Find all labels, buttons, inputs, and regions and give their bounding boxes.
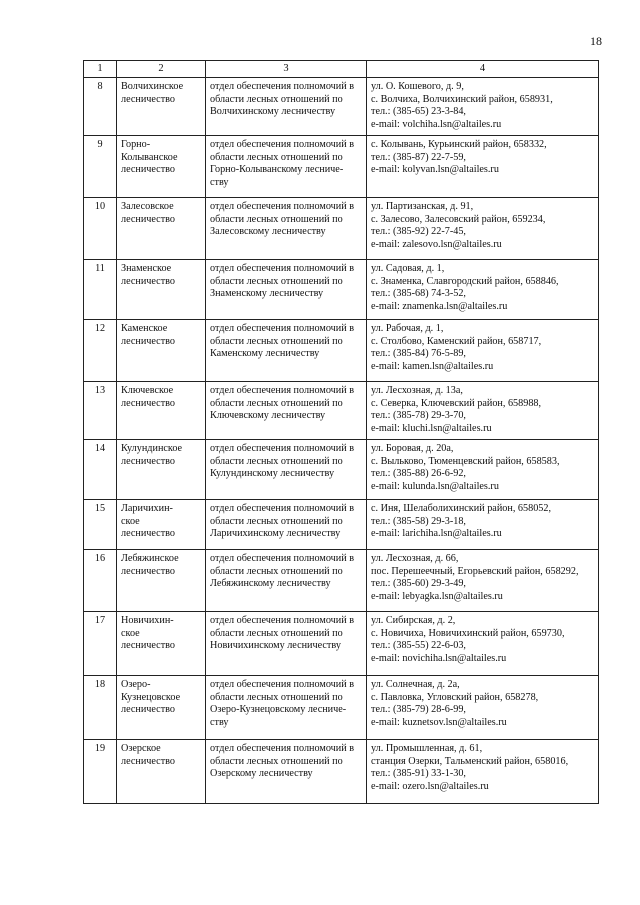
table-row xyxy=(84,612,599,676)
header-cell-address: 4 xyxy=(367,61,599,78)
address-cell: ул. Партизанская, д. 91, с. Залесово, Залесовский район, 659234, тел.: (385-92) 22-7-45, e-mail: zalesovo.lsn@altailes.ru xyxy=(367,198,599,260)
address-cell: ул. Сибирская, д. 2, с. Новичиха, Новичихинский район, 659730, тел.: (385-55) 22-6-03, e-mail: novichiha.lsn@altailes.ru xyxy=(367,612,599,676)
department-cell: отдел обеспечения полномочий в области лесных отношений по Волчихинскому лесничеству xyxy=(206,78,367,136)
address-cell: ул. О. Кошевого, д. 9, с. Волчиха, Волчихинский район, 658931, тел.: (385-65) 23-3-84, e-mail: volchiha.lsn@altailes.ru xyxy=(367,78,599,136)
header-cell-number: 1 xyxy=(84,61,117,78)
row-number-cell: 16 xyxy=(84,550,117,612)
row-number-cell: 13 xyxy=(84,382,117,440)
department-cell: отдел обеспечения полномочий в области лесных отношений по Озерскому лесничеству xyxy=(206,740,367,804)
forestry-name-cell: Озеро- Кузнецовское лесничество xyxy=(117,676,206,740)
forestry-name-cell: Знаменское лесничество xyxy=(117,260,206,320)
forestry-name-cell: Залесовское лесничество xyxy=(117,198,206,260)
address-cell: ул. Солнечная, д. 2а, с. Павловка, Угловский район, 658278, тел.: (385-79) 28-6-99, e-mail: kuznetsov.lsn@altailes.ru xyxy=(367,676,599,740)
address-cell: с. Колывань, Курьинский район, 658332, тел.: (385-87) 22-7-59, e-mail: kolyvan.lsn@altailes.ru xyxy=(367,136,599,198)
table-row xyxy=(84,500,599,550)
row-number-cell: 12 xyxy=(84,320,117,382)
department-cell: отдел обеспечения полномочий в области лесных отношений по Ключевскому лесничеству xyxy=(206,382,367,440)
department-cell: отдел обеспечения полномочий в области лесных отношений по Горно-Колыванскому лесниче- ству xyxy=(206,136,367,198)
department-cell: отдел обеспечения полномочий в области лесных отношений по Ларичихинскому лесничеству xyxy=(206,500,367,550)
address-cell: ул. Рабочая, д. 1, с. Столбово, Каменский район, 658717, тел.: (385-84) 76-5-89, e-mail: kamen.lsn@altailes.ru xyxy=(367,320,599,382)
row-number-cell: 9 xyxy=(84,136,117,198)
table-row xyxy=(84,440,599,500)
department-cell: отдел обеспечения полномочий в области лесных отношений по Лебяжинскому лесничеству xyxy=(206,550,367,612)
row-number-cell: 17 xyxy=(84,612,117,676)
forestry-name-cell: Каменское лесничество xyxy=(117,320,206,382)
table-row xyxy=(84,676,599,740)
address-cell: ул. Садовая, д. 1, с. Знаменка, Славгородский район, 658846, тел.: (385-68) 74-3-52, e-mail: znamenka.lsn@altailes.ru xyxy=(367,260,599,320)
table-row xyxy=(84,382,599,440)
row-number-cell: 10 xyxy=(84,198,117,260)
page-number: 18 xyxy=(590,34,602,48)
row-number-cell: 11 xyxy=(84,260,117,320)
address-cell: ул. Лесхозная, д. 13а, с. Северка, Ключевский район, 658988, тел.: (385-78) 29-3-70, e-mail: kluchi.lsn@altailes.ru xyxy=(367,382,599,440)
forestry-name-cell: Ключевское лесничество xyxy=(117,382,206,440)
address-cell: ул. Промышленная, д. 61, станция Озерки, Тальменский район, 658016, тел.: (385-91) 33-1-30, e-mail: ozero.lsn@altailes.ru xyxy=(367,740,599,804)
forestry-name-cell: Кулундинское лесничество xyxy=(117,440,206,500)
department-cell: отдел обеспечения полномочий в области лесных отношений по Кулундинскому лесничеству xyxy=(206,440,367,500)
department-cell: отдел обеспечения полномочий в области лесных отношений по Знаменскому лесничеству xyxy=(206,260,367,320)
table-row xyxy=(84,320,599,382)
address-cell: ул. Боровая, д. 20а, с. Выльково, Тюменцевский район, 658583, тел.: (385-88) 26-6-92, e-mail: kulunda.lsn@altailes.ru xyxy=(367,440,599,500)
table-body xyxy=(84,61,599,804)
table-row xyxy=(84,198,599,260)
department-cell: отдел обеспечения полномочий в области лесных отношений по Новичихинскому лесничеству xyxy=(206,612,367,676)
table-row xyxy=(84,136,599,198)
forestry-name-cell: Озерское лесничество xyxy=(117,740,206,804)
row-number-cell: 8 xyxy=(84,78,117,136)
forestry-name-cell: Волчихинское лесничество xyxy=(117,78,206,136)
table-header-row xyxy=(84,61,599,78)
header-cell-name: 2 xyxy=(117,61,206,78)
table-row xyxy=(84,260,599,320)
department-cell: отдел обеспечения полномочий в области лесных отношений по Озеро-Кузнецовскому лесниче- ству xyxy=(206,676,367,740)
forestry-name-cell: Ларичихин- ское лесничество xyxy=(117,500,206,550)
address-cell: ул. Лесхозная, д. 66, пос. Перешеечный, Егорьевский район, 658292, тел.: (385-60) 29-3-49, e-mail: lebyagka.lsn@altailes.ru xyxy=(367,550,599,612)
forestry-registry-table xyxy=(83,60,599,804)
forestry-name-cell: Новичихин- ское лесничество xyxy=(117,612,206,676)
row-number-cell: 18 xyxy=(84,676,117,740)
row-number-cell: 19 xyxy=(84,740,117,804)
header-cell-department: 3 xyxy=(206,61,367,78)
row-number-cell: 14 xyxy=(84,440,117,500)
row-number-cell: 15 xyxy=(84,500,117,550)
forestry-name-cell: Лебяжинское лесничество xyxy=(117,550,206,612)
department-cell: отдел обеспечения полномочий в области лесных отношений по Каменскому лесничеству xyxy=(206,320,367,382)
forestry-name-cell: Горно- Колыванское лесничество xyxy=(117,136,206,198)
department-cell: отдел обеспечения полномочий в области лесных отношений по Залесовскому лесничеству xyxy=(206,198,367,260)
table-row xyxy=(84,78,599,136)
table-row xyxy=(84,550,599,612)
address-cell: с. Иня, Шелаболихинский район, 658052, тел.: (385-58) 29-3-18, e-mail: larichiha.lsn@altailes.ru xyxy=(367,500,599,550)
table-row xyxy=(84,740,599,804)
